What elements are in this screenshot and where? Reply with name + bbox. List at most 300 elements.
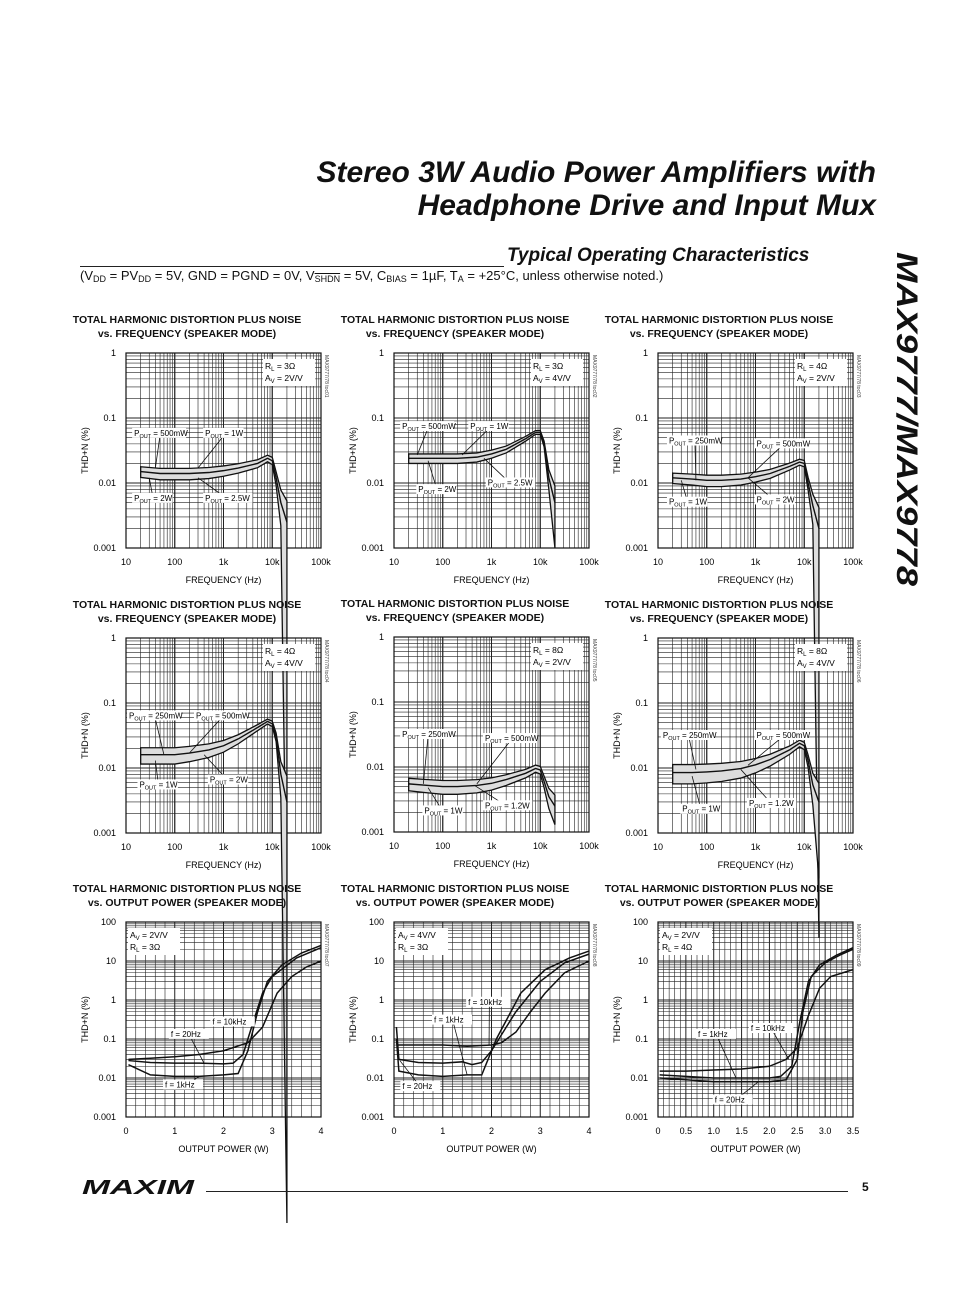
chart-title-line2: vs. FREQUENCY (SPEAKER MODE) bbox=[629, 328, 809, 340]
annotation-value: = 500mW bbox=[773, 439, 811, 449]
cond-text: = 5V, GND = PGND = 0V, V bbox=[151, 268, 315, 283]
toc-code: MAX9777/78 toc06 bbox=[855, 640, 861, 683]
chart-plot bbox=[310, 313, 600, 598]
chart-3 bbox=[574, 313, 864, 598]
chart-plot bbox=[310, 882, 600, 1167]
x-tick-label: 100 bbox=[435, 841, 451, 851]
annotation-leader bbox=[423, 736, 428, 784]
x-tick-label: 1 bbox=[172, 1126, 178, 1136]
y-tick-label: 0.001 bbox=[625, 543, 648, 553]
condition-value: = 3Ω bbox=[407, 942, 429, 952]
page-title-line2: Headphone Drive and Input Mux bbox=[417, 189, 876, 222]
toc-code: MAX9777/78 toc02 bbox=[591, 355, 597, 398]
annotation-value: = 1W bbox=[487, 422, 509, 432]
annotation-sub: OUT bbox=[475, 427, 488, 434]
y-tick-label: 0.001 bbox=[625, 1112, 648, 1122]
x-tick-label: 4 bbox=[586, 1126, 592, 1136]
condition-main: R bbox=[797, 646, 804, 656]
annotation-main: f = 20Hz bbox=[714, 1095, 745, 1105]
y-tick-label: 0.001 bbox=[93, 1112, 116, 1122]
chart-title-line2: vs. OUTPUT POWER (SPEAKER MODE) bbox=[87, 897, 287, 909]
annotation-main: P bbox=[484, 734, 491, 744]
cond-sub: A bbox=[457, 274, 464, 284]
y-tick-label: 1 bbox=[110, 348, 116, 358]
x-tick-label: 1k bbox=[486, 841, 497, 851]
annotation-label bbox=[468, 998, 502, 1007]
y-axis-label: THD+N (%) bbox=[612, 427, 622, 474]
cond-text: (V bbox=[80, 268, 93, 283]
y-tick-label: 0.1 bbox=[371, 413, 384, 423]
cond-text: = 5V, C bbox=[340, 268, 387, 283]
y-tick-label: 0.01 bbox=[98, 1073, 116, 1083]
x-tick-label: 100k bbox=[843, 557, 863, 567]
annotation-main: P bbox=[668, 436, 675, 446]
y-tick-label: 1 bbox=[110, 633, 116, 643]
annotation-sub: OUT bbox=[144, 785, 157, 792]
page-title-line1: Stereo 3W Audio Power Amplifiers with bbox=[316, 156, 876, 189]
annotation-sub: OUT bbox=[139, 498, 152, 505]
chart-title-line1: TOTAL HARMONIC DISTORTION PLUS NOISE bbox=[340, 314, 570, 326]
cond-text: = 1µF, T bbox=[406, 268, 458, 283]
x-tick-label: 0 bbox=[391, 1126, 397, 1136]
condition-sub: L bbox=[803, 367, 807, 373]
condition-sub: V bbox=[802, 379, 807, 385]
chart-title-line1: TOTAL HARMONIC DISTORTION PLUS NOISE bbox=[72, 314, 302, 326]
x-tick-label: 0.5 bbox=[679, 1126, 693, 1136]
condition-value: = 2V/V bbox=[274, 373, 303, 383]
y-tick-label: 0.01 bbox=[630, 478, 648, 488]
toc-code: MAX9777/78 toc03 bbox=[855, 355, 861, 398]
condition-sub: L bbox=[404, 948, 408, 954]
x-axis-label: OUTPUT POWER (W) bbox=[710, 1144, 801, 1154]
series-line bbox=[128, 961, 321, 1059]
y-tick-label: 1 bbox=[642, 995, 648, 1005]
condition-main: R bbox=[265, 646, 272, 656]
x-tick-label: 1k bbox=[750, 557, 761, 567]
condition-main: A bbox=[533, 373, 539, 383]
y-tick-label: 0.01 bbox=[98, 478, 116, 488]
x-tick-label: 2 bbox=[488, 1126, 495, 1136]
y-tick-label: 10 bbox=[373, 956, 384, 966]
condition-value: = 4V/V bbox=[806, 658, 835, 668]
y-tick-label: 0.1 bbox=[635, 698, 648, 708]
chart-title-line1: TOTAL HARMONIC DISTORTION PLUS NOISE bbox=[72, 599, 302, 611]
y-axis-label: THD+N (%) bbox=[612, 996, 622, 1043]
annotation-label bbox=[698, 1030, 728, 1039]
x-tick-label: 10 bbox=[652, 557, 664, 567]
x-tick-label: 1k bbox=[218, 557, 229, 567]
annotation-leader bbox=[190, 1036, 204, 1063]
annotation-main: f = 1kHz bbox=[434, 1015, 464, 1025]
condition-sub: L bbox=[271, 652, 275, 658]
y-tick-label: 0.001 bbox=[93, 828, 116, 838]
y-axis-label: THD+N (%) bbox=[80, 996, 90, 1043]
y-tick-label: 0.01 bbox=[630, 763, 648, 773]
annotation-label bbox=[715, 1095, 745, 1104]
series-line bbox=[128, 945, 321, 1076]
x-tick-label: 1.5 bbox=[735, 1126, 748, 1136]
y-tick-label: 100 bbox=[368, 917, 384, 927]
annotation-main: P bbox=[418, 485, 424, 495]
condition-main: A bbox=[533, 657, 539, 667]
x-tick-label: 100 bbox=[435, 557, 451, 567]
x-tick-label: 10k bbox=[796, 842, 812, 852]
annotation-main: f = 10kHz bbox=[468, 997, 503, 1007]
annotation-main: P bbox=[682, 804, 688, 814]
annotation-value: = 1.2W bbox=[501, 801, 530, 811]
y-tick-label: 0.001 bbox=[361, 1112, 384, 1122]
condition-main: R bbox=[797, 361, 804, 371]
condition-sub: L bbox=[803, 652, 807, 658]
condition-value: = 8Ω bbox=[806, 646, 828, 656]
x-tick-label: 100 bbox=[167, 842, 183, 852]
condition-value: = 4V/V bbox=[542, 373, 571, 383]
condition-value: = 4Ω bbox=[274, 646, 296, 656]
x-tick-label: 3.0 bbox=[818, 1126, 832, 1136]
condition-main: A bbox=[662, 930, 668, 940]
y-tick-label: 0.001 bbox=[361, 827, 384, 837]
condition-main: R bbox=[662, 942, 669, 952]
x-tick-label: 10k bbox=[264, 557, 280, 567]
annotation-main: P bbox=[662, 730, 669, 740]
x-tick-label: 10k bbox=[796, 557, 812, 567]
annotation-main: P bbox=[129, 711, 135, 721]
annotation-sub: OUT bbox=[493, 483, 505, 490]
y-tick-label: 0.001 bbox=[361, 543, 384, 553]
condition-value: = 3Ω bbox=[274, 361, 296, 371]
annotation-label bbox=[402, 1082, 432, 1091]
y-tick-label: 0.01 bbox=[366, 478, 384, 488]
x-tick-label: 1k bbox=[218, 842, 229, 852]
chart-title-line2: vs. FREQUENCY (SPEAKER MODE) bbox=[365, 612, 545, 624]
x-tick-label: 1.0 bbox=[707, 1126, 720, 1136]
y-axis-label: THD+N (%) bbox=[348, 427, 358, 474]
cond-text: = PV bbox=[106, 268, 139, 283]
condition-value: = 4Ω bbox=[671, 942, 693, 952]
annotation-value: = 2W bbox=[435, 485, 457, 495]
annotation-main: P bbox=[668, 497, 675, 507]
condition-value: = 2V/V bbox=[806, 373, 835, 383]
condition-main: A bbox=[130, 930, 136, 940]
annotation-value: = 2.5W bbox=[504, 478, 533, 488]
condition-sub: V bbox=[270, 664, 275, 670]
annotation-main: f = 10kHz bbox=[750, 1024, 785, 1034]
annotation-sub: OUT bbox=[754, 803, 766, 810]
x-tick-label: 0 bbox=[123, 1126, 129, 1136]
y-tick-label: 10 bbox=[637, 956, 648, 966]
annotation-main: P bbox=[402, 729, 408, 739]
annotation-sub: OUT bbox=[687, 809, 700, 816]
y-tick-label: 0.1 bbox=[371, 1034, 384, 1044]
footer-rule bbox=[206, 1191, 848, 1192]
condition-sub: L bbox=[668, 948, 672, 954]
y-tick-label: 1 bbox=[642, 348, 648, 358]
condition-main: R bbox=[265, 361, 272, 371]
condition-value: = 2V/V bbox=[139, 930, 168, 940]
chart-2 bbox=[310, 313, 600, 598]
condition-main: A bbox=[265, 658, 271, 668]
condition-value: = 3Ω bbox=[139, 942, 161, 952]
annotation-value: = 500mW bbox=[773, 730, 811, 740]
annotation-main: f = 1kHz bbox=[698, 1029, 728, 1039]
chart-plot bbox=[310, 597, 600, 882]
annotation-label bbox=[165, 1081, 195, 1090]
annotation-value: = 250mW bbox=[679, 730, 717, 740]
annotation-main: P bbox=[402, 422, 408, 432]
toc-code: MAX9777/78 toc08 bbox=[591, 924, 597, 967]
x-axis-label: FREQUENCY (Hz) bbox=[453, 575, 530, 585]
annotation-sub: OUT bbox=[423, 490, 436, 497]
annotation-label bbox=[212, 1017, 246, 1026]
annotation-value: = 500mW bbox=[419, 422, 456, 432]
cond-sub: DD bbox=[93, 274, 106, 284]
annotation-value: = 250mW bbox=[685, 436, 723, 446]
annotation-value: = 2W bbox=[773, 495, 795, 505]
maxim-logo bbox=[82, 1178, 197, 1198]
cond-sub: BIAS bbox=[386, 274, 407, 284]
side-part-number-text: MAX9777/MAX9778 bbox=[890, 252, 923, 528]
y-tick-label: 0.1 bbox=[635, 413, 648, 423]
chart-title-line2: vs. FREQUENCY (SPEAKER MODE) bbox=[629, 613, 809, 625]
annotation-main: P bbox=[484, 801, 491, 811]
x-axis-label: OUTPUT POWER (W) bbox=[446, 1144, 537, 1154]
condition-main: R bbox=[533, 361, 540, 371]
x-axis-label: FREQUENCY (Hz) bbox=[717, 860, 794, 870]
chart-1 bbox=[42, 313, 332, 598]
y-tick-label: 0.01 bbox=[366, 1073, 384, 1083]
annotation-main: P bbox=[134, 428, 140, 438]
chart-title-line2: vs. OUTPUT POWER (SPEAKER MODE) bbox=[619, 897, 819, 909]
condition-value: = 2V/V bbox=[671, 930, 700, 940]
annotation-value: = 1W bbox=[156, 780, 178, 790]
condition-sub: V bbox=[538, 663, 543, 669]
condition-main: A bbox=[797, 658, 803, 668]
chart-9 bbox=[574, 882, 864, 1167]
y-tick-label: 0.1 bbox=[103, 413, 116, 423]
chart-5 bbox=[310, 597, 600, 882]
condition-sub: L bbox=[136, 948, 140, 954]
annotation-sub: OUT bbox=[668, 735, 680, 742]
x-tick-label: 3 bbox=[269, 1126, 275, 1136]
annotation-sub: OUT bbox=[139, 433, 152, 440]
x-tick-label: 3.5 bbox=[846, 1126, 860, 1136]
x-tick-label: 10k bbox=[532, 557, 548, 567]
y-tick-label: 1 bbox=[378, 632, 384, 642]
x-tick-label: 10 bbox=[388, 557, 400, 567]
annotation-value: = 1W bbox=[222, 428, 244, 438]
chart-title-line2: vs. OUTPUT POWER (SPEAKER MODE) bbox=[355, 897, 555, 909]
toc-code: MAX9777/78 toc01 bbox=[323, 355, 329, 398]
chart-title-line1: TOTAL HARMONIC DISTORTION PLUS NOISE bbox=[340, 883, 570, 895]
annotation-value: = 2W bbox=[226, 775, 248, 785]
y-tick-label: 0.01 bbox=[98, 763, 116, 773]
annotation-leader bbox=[717, 1036, 736, 1078]
cond-text: = +25°C, unless otherwise noted.) bbox=[463, 268, 664, 283]
x-tick-label: 10 bbox=[120, 842, 132, 852]
annotation-main: P bbox=[756, 495, 762, 505]
y-tick-label: 1 bbox=[110, 995, 116, 1005]
condition-value: = 2V/V bbox=[542, 657, 571, 667]
annotation-value: = 1.2W bbox=[765, 798, 794, 808]
x-axis-label: OUTPUT POWER (W) bbox=[178, 1144, 269, 1154]
annotation-main: P bbox=[487, 478, 494, 488]
condition-main: A bbox=[265, 373, 271, 383]
chart-title-line1: TOTAL HARMONIC DISTORTION PLUS NOISE bbox=[604, 883, 834, 895]
y-axis-label: THD+N (%) bbox=[348, 711, 358, 758]
chart-title-line2: vs. FREQUENCY (SPEAKER MODE) bbox=[97, 328, 277, 340]
y-axis-label: THD+N (%) bbox=[348, 996, 358, 1043]
annotation-value: = 1W bbox=[441, 806, 463, 816]
y-tick-label: 0.1 bbox=[371, 697, 384, 707]
x-tick-label: 100k bbox=[311, 557, 331, 567]
annotation-leader bbox=[453, 1022, 467, 1075]
x-tick-label: 0 bbox=[655, 1126, 661, 1136]
y-tick-label: 0.01 bbox=[630, 1073, 648, 1083]
condition-main: R bbox=[130, 942, 137, 952]
condition-sub: V bbox=[270, 379, 275, 385]
x-axis-label: FREQUENCY (Hz) bbox=[453, 859, 530, 869]
annotation-sub: OUT bbox=[490, 739, 502, 746]
y-tick-label: 0.1 bbox=[103, 1034, 116, 1044]
x-tick-label: 100k bbox=[579, 557, 599, 567]
chart-plot bbox=[574, 313, 864, 598]
condition-value: = 4V/V bbox=[407, 930, 436, 940]
annotation-main: P bbox=[424, 806, 430, 816]
x-tick-label: 10 bbox=[120, 557, 132, 567]
chart-title-line2: vs. FREQUENCY (SPEAKER MODE) bbox=[97, 613, 277, 625]
annotation-value: = 2W bbox=[151, 493, 173, 503]
x-axis-label: FREQUENCY (Hz) bbox=[185, 575, 262, 585]
x-tick-label: 100 bbox=[699, 842, 715, 852]
toc-code: MAX9777/78 toc09 bbox=[855, 924, 861, 967]
annotation-label bbox=[434, 1016, 464, 1025]
x-tick-label: 10 bbox=[652, 842, 664, 852]
toc-code: MAX9777/78 toc05 bbox=[591, 639, 597, 682]
y-tick-label: 1 bbox=[378, 995, 384, 1005]
chart-4 bbox=[42, 598, 332, 883]
condition-sub: L bbox=[539, 367, 543, 373]
x-axis-label: FREQUENCY (Hz) bbox=[185, 860, 262, 870]
annotation-main: P bbox=[195, 711, 202, 721]
x-tick-label: 1k bbox=[750, 842, 761, 852]
y-tick-label: 1 bbox=[642, 633, 648, 643]
toc-code: MAX9777/78 toc07 bbox=[323, 924, 329, 967]
side-part-number bbox=[885, 250, 935, 590]
y-tick-label: 0.001 bbox=[625, 828, 648, 838]
annotation-main: P bbox=[470, 422, 476, 432]
chart-plot bbox=[42, 313, 332, 598]
y-axis-label: THD+N (%) bbox=[80, 712, 90, 759]
annotation-main: P bbox=[748, 798, 755, 808]
chart-plot bbox=[42, 882, 332, 1167]
condition-value: = 8Ω bbox=[542, 645, 564, 655]
condition-main: R bbox=[398, 942, 405, 952]
annotation-sub: OUT bbox=[761, 735, 774, 742]
chart-title-line1: TOTAL HARMONIC DISTORTION PLUS NOISE bbox=[604, 314, 834, 326]
chart-plot bbox=[42, 598, 332, 883]
condition-main: A bbox=[398, 930, 404, 940]
y-tick-label: 0.01 bbox=[366, 762, 384, 772]
annotation-value: = 250mW bbox=[145, 711, 183, 721]
condition-sub: V bbox=[403, 936, 408, 942]
annotation-leader bbox=[155, 435, 160, 468]
condition-main: A bbox=[797, 373, 803, 383]
y-tick-label: 10 bbox=[105, 956, 116, 966]
annotation-main: P bbox=[756, 439, 762, 449]
y-axis-label: THD+N (%) bbox=[612, 712, 622, 759]
annotation-label bbox=[751, 1024, 785, 1033]
condition-main: R bbox=[533, 645, 540, 655]
maxim-logo-text: MAXIM bbox=[82, 1178, 197, 1198]
y-tick-label: 100 bbox=[100, 917, 116, 927]
annotation-sub: OUT bbox=[674, 502, 686, 509]
chart-plot bbox=[574, 598, 864, 883]
annotation-main: P bbox=[205, 493, 211, 503]
page-number: 5 bbox=[862, 1180, 869, 1194]
condition-value: = 4Ω bbox=[806, 361, 828, 371]
y-tick-label: 1 bbox=[378, 348, 384, 358]
chart-title-line1: TOTAL HARMONIC DISTORTION PLUS NOISE bbox=[604, 599, 834, 611]
cond-sub: DD bbox=[138, 274, 152, 284]
chart-7 bbox=[42, 882, 332, 1167]
chart-6 bbox=[574, 598, 864, 883]
condition-sub: V bbox=[135, 936, 140, 942]
annotation-main: f = 10kHz bbox=[212, 1017, 247, 1027]
chart-title-line1: TOTAL HARMONIC DISTORTION PLUS NOISE bbox=[340, 598, 570, 610]
x-tick-label: 1k bbox=[486, 557, 497, 567]
annotation-sub: OUT bbox=[407, 427, 420, 434]
y-tick-label: 100 bbox=[632, 917, 648, 927]
x-tick-label: 10k bbox=[264, 842, 280, 852]
annotation-main: P bbox=[139, 780, 145, 790]
annotation-main: f = 20Hz bbox=[402, 1082, 433, 1092]
annotation-value: = 500mW bbox=[501, 734, 539, 744]
annotation-value: = 500mW bbox=[212, 711, 250, 721]
annotation-sub: OUT bbox=[201, 716, 213, 723]
condition-sub: V bbox=[538, 379, 543, 385]
chart-plot bbox=[574, 882, 864, 1167]
annotation-value: = 1W bbox=[685, 497, 708, 507]
y-tick-label: 0.1 bbox=[635, 1034, 648, 1044]
x-tick-label: 3 bbox=[537, 1126, 543, 1136]
annotation-main: f = 1kHz bbox=[165, 1080, 195, 1090]
annotation-value: = 1W bbox=[699, 804, 721, 814]
annotation-sub: OUT bbox=[215, 780, 227, 787]
section-title: Typical Operating Characteristics bbox=[507, 245, 810, 266]
x-tick-label: 100k bbox=[311, 842, 331, 852]
condition-sub: V bbox=[667, 936, 672, 942]
annotation-label bbox=[171, 1030, 201, 1039]
x-tick-label: 2.0 bbox=[763, 1126, 776, 1136]
x-tick-label: 100 bbox=[699, 557, 715, 567]
annotation-value: = 250mW bbox=[419, 729, 456, 739]
y-tick-label: 0.001 bbox=[93, 543, 116, 553]
annotation-main: P bbox=[209, 775, 216, 785]
x-tick-label: 10 bbox=[388, 841, 400, 851]
chart-title-line1: TOTAL HARMONIC DISTORTION PLUS NOISE bbox=[72, 883, 302, 895]
condition-sub: L bbox=[271, 367, 275, 373]
page-title bbox=[316, 156, 876, 222]
annotation-value: = 2.5W bbox=[222, 493, 250, 503]
x-tick-label: 100k bbox=[579, 841, 599, 851]
cond-sub: SHDN bbox=[314, 274, 341, 284]
condition-sub: V bbox=[802, 664, 807, 670]
annotation-sub: OUT bbox=[134, 716, 146, 723]
x-tick-label: 2.5 bbox=[791, 1126, 804, 1136]
x-tick-label: 4 bbox=[318, 1126, 324, 1136]
annotation-main: P bbox=[134, 493, 140, 503]
annotation-main: f = 20Hz bbox=[170, 1029, 201, 1039]
